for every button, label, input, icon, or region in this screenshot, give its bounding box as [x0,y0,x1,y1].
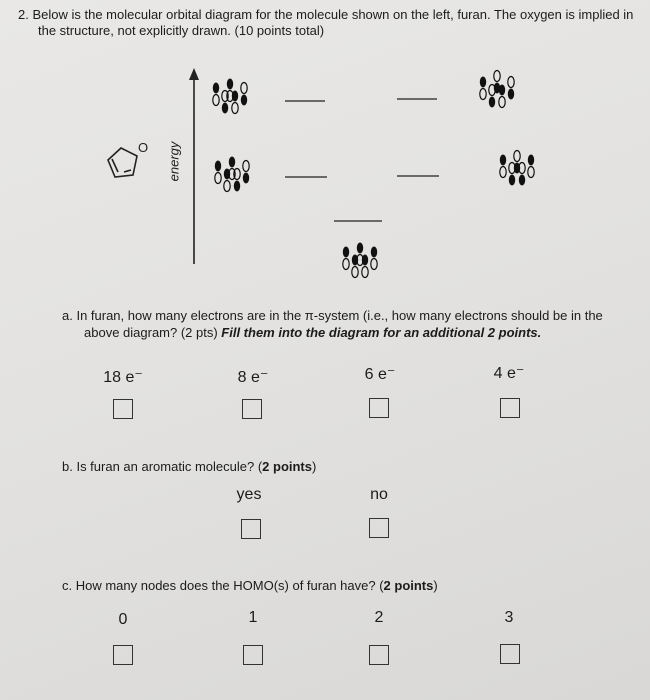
choice-a-4e-label: 4 e⁻ [493,365,525,382]
checkbox-a-6e[interactable] [369,398,389,418]
choice-a-18e-label: 18 e⁻ [103,369,143,386]
part-a-line-2-text: above diagram? (2 pts) [84,325,222,340]
choice-a-6e-label: 6 e⁻ [364,366,396,383]
checkbox-a-8e[interactable] [242,399,262,419]
orbital-pi2-icon [215,157,249,192]
choice-c-0-label: 0 [118,611,128,628]
choice-b-no-label: no [370,486,388,503]
part-a-line-2 [84,325,541,341]
part-b-question [62,459,316,475]
question-line-2: the structure, not explicitly drawn. (10 points total) [38,23,325,38]
choice-c-1-label: 1 [248,609,258,626]
choice-b-yes-label: yes [236,486,262,503]
checkbox-a-18e[interactable] [113,399,133,419]
checkbox-a-4e[interactable] [500,398,520,418]
part-c-points: 2 points [383,578,434,593]
choice-c-2-label: 2 [374,609,384,626]
part-b-points: 2 points [262,459,312,474]
orbital-pi1-icon [343,243,377,278]
part-b-text: b. Is furan an aromatic molecule? ( [62,459,263,474]
mo-diagram [0,0,650,300]
checkbox-b-no[interactable] [369,518,389,538]
part-c-question [62,578,438,594]
oxygen-label: O [138,140,149,155]
orbital-pi5-icon [480,71,514,108]
energy-axis-arrowhead [189,68,199,80]
part-c-text: c. How many nodes does the HOMO(s) of furan have? ( [62,578,384,593]
checkbox-b-yes[interactable] [241,519,261,539]
checkbox-c-3[interactable] [500,644,520,664]
choice-c-3-label: 3 [504,609,514,626]
energy-axis-label: energy [166,141,182,182]
part-a-bonus-instruction: Fill them into the diagram for an additional 2 points. [221,325,542,340]
checkbox-c-1[interactable] [243,645,263,665]
orbital-pi3-icon [500,151,534,186]
checkbox-c-0[interactable] [113,645,133,665]
part-c-text-end: ) [433,578,438,593]
furan-structure [108,148,137,177]
choice-a-8e-label: 8 e⁻ [237,369,269,386]
part-a-line-1: a. In furan, how many electrons are in the π-system (i.e., how many electrons should be in the [62,308,603,323]
orbital-pi4-icon [213,79,247,114]
checkbox-c-2[interactable] [369,645,389,665]
part-b-text-end: ) [312,459,317,474]
question-line-1: 2. Below is the molecular orbital diagram for the molecule shown on the left, furan. The oxygen is implied in [18,7,634,22]
